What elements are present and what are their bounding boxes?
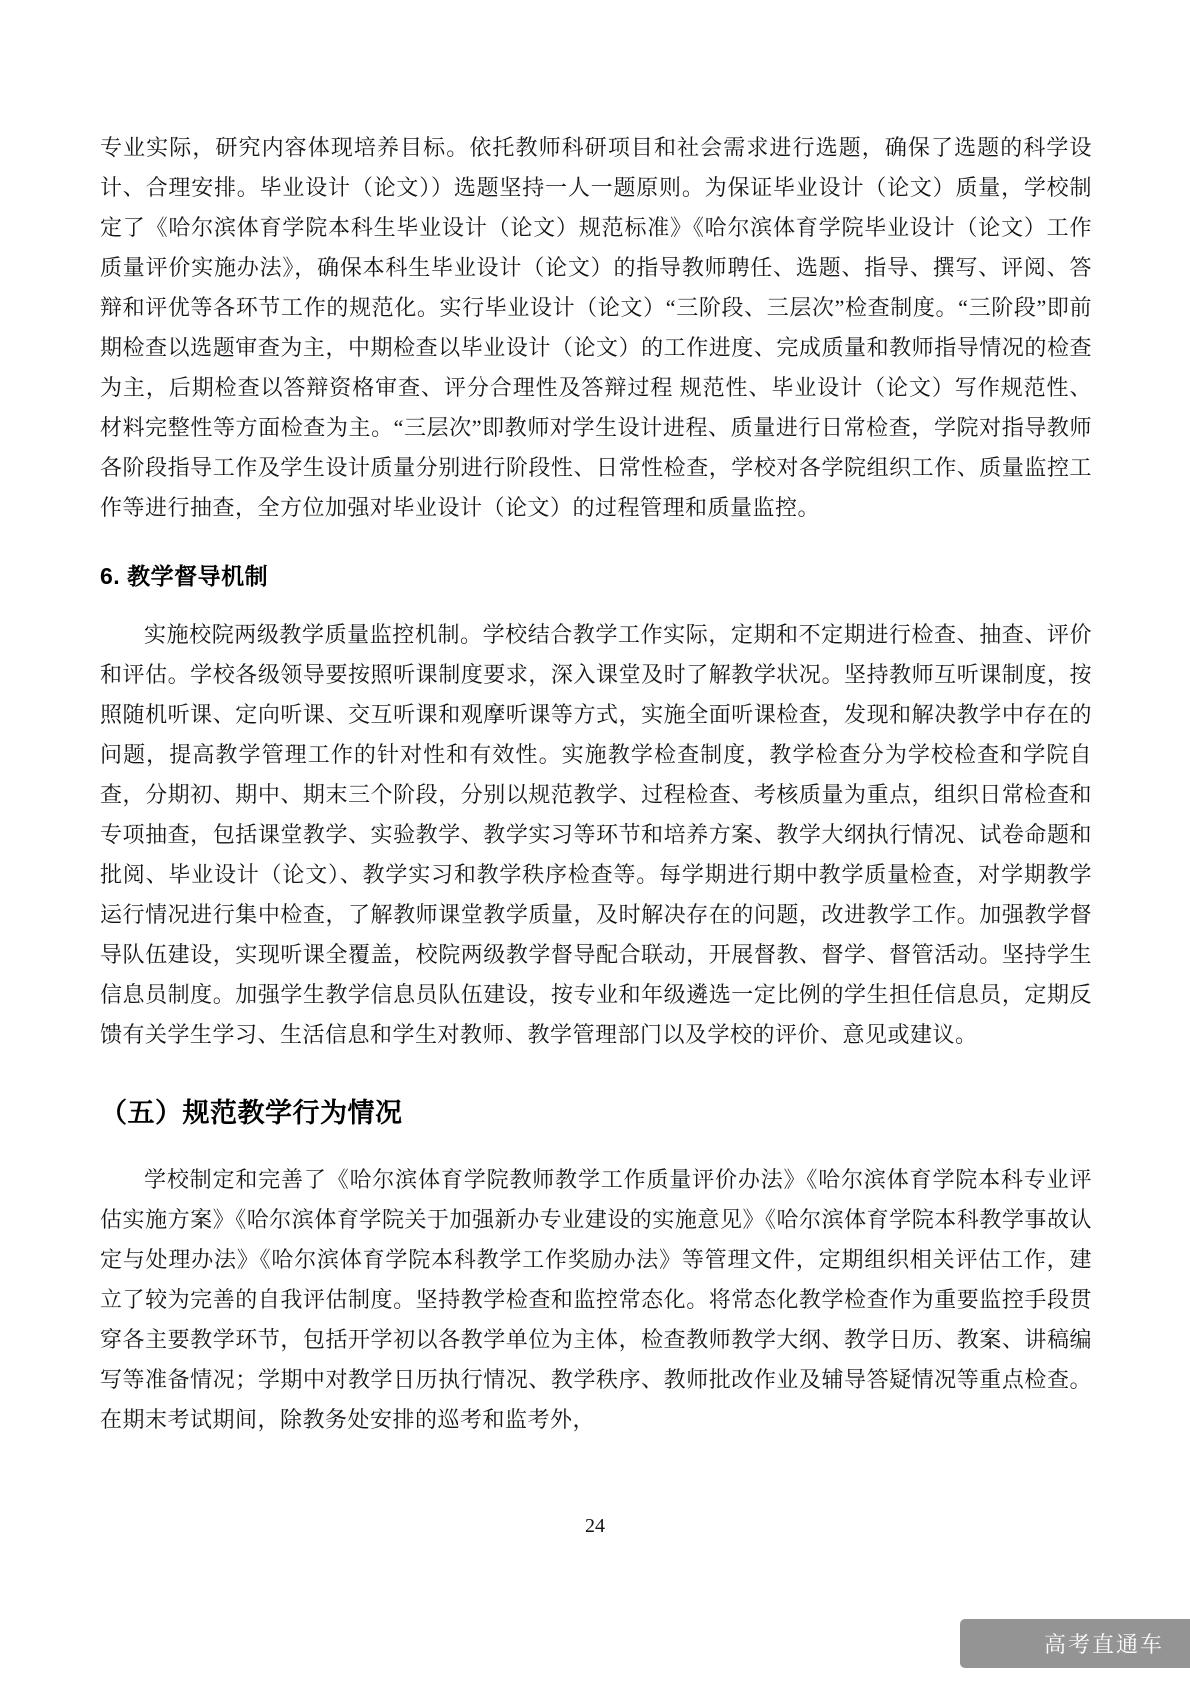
page-number: 24: [585, 1515, 605, 1537]
watermark-badge: 高考直通车: [960, 1619, 1190, 1668]
section-heading-teaching-behavior: （五）规范教学行为情况: [100, 1098, 403, 1128]
body-paragraph-teaching-behavior: 学校制定和完善了《哈尔滨体育学院教师教学工作质量评价办法》《哈尔滨体育学院本科专业评估实施方案》《哈尔滨体育学院关于加强新办专业建设的实施意见》《哈尔滨体育学院本科教学事故认定与处理办法》《哈尔滨体育学院本科教学工作奖励办法》等管理文件，定期组织相关评估工作，建立了较为完善的自我评估制度。坚持教学检查和监控常态化。将常态化教学检查作为重要监控手段贯穿各主要教学环节，包括开学初以各教学单位为主体，检查教师教学大纲、教学日历、教案、讲稿编写等准备情况；学期中对教学日历执行情况、教学秩序、教师批改作业及辅导答疑情况等重点检查。在期末考试期间，除教务处安排的巡考和监考外，: [100, 1167, 1092, 1432]
section-heading-supervision: 6. 教学督导机制: [100, 563, 269, 589]
body-paragraph-supervision: 实施校院两级教学质量监控机制。学校结合教学工作实际，定期和不定期进行检查、抽查、评价和评估。学校各级领导要按照听课制度要求，深入课堂及时了解教学状况。坚持教师互听课制度，按照随机听课、定向听课、交互听课和观摩听课等方式，实施全面听课检查，发现和解决教学中存在的问题，提高教学管理工作的针对性和有效性。实施教学检查制度，教学检查分为学校检查和学院自查，分期初、期中、期末三个阶段，分别以规范教学、过程检查、考核质量为重点，组织日常检查和专项抽查，包括课堂教学、实验教学、教学实习等环节和培养方案、教学大纲执行情况、试卷命题和批阅、毕业设计（论文）、教学实习和教学秩序检查等。每学期进行期中教学质量检查，对学期教学运行情况进行集中检查，了解教师课堂教学质量，及时解决存在的问题，改进教学工作。加强教学督导队伍建设，实现听课全覆盖，校院两级教学督导配合联动，开展督教、督学、督管活动。坚持学生信息员制度。加强学生教学信息员队伍建设，按专业和年级遴选一定比例的学生担任信息员，定期反馈有关学生学习、生活信息和学生对教师、教学管理部门以及学校的评价、意见或建议。: [100, 622, 1092, 1047]
page-content: [100, 128, 1092, 1440]
body-paragraph-thesis-quality: 专业实际，研究内容体现培养目标。依托教师科研项目和社会需求进行选题，确保了选题的科学设计、合理安排。毕业设计（论文））选题坚持一人一题原则。为保证毕业设计（论文）质量，学校制定了《哈尔滨体育学院本科生毕业设计（论文）规范标准》《哈尔滨体育学院毕业设计（论文）工作质量评价实施办法》，确保本科生毕业设计（论文）的指导教师聘任、选题、指导、撰写、评阅、答辩和评优等各环节工作的规范化。实行毕业设计（论文）“三阶段、三层次”检查制度。“三阶段”即前期检查以选题审查为主，中期检查以毕业设计（论文）的工作进度、完成质量和教师指导情况的检查为主，后期检查以答辩资格审查、评分合理性及答辩过程 规范性、毕业设计（论文）写作规范性、材料完整性等方面检查为主。“三层次”即教师对学生设计进程、质量进行日常检查，学院对指导教师各阶段指导工作及学生设计质量分别进行阶段性、日常性检查，学校对各学院组织工作、质量监控工作等进行抽查，全方位加强对毕业设计（论文）的过程管理和质量监控。: [100, 135, 1092, 520]
